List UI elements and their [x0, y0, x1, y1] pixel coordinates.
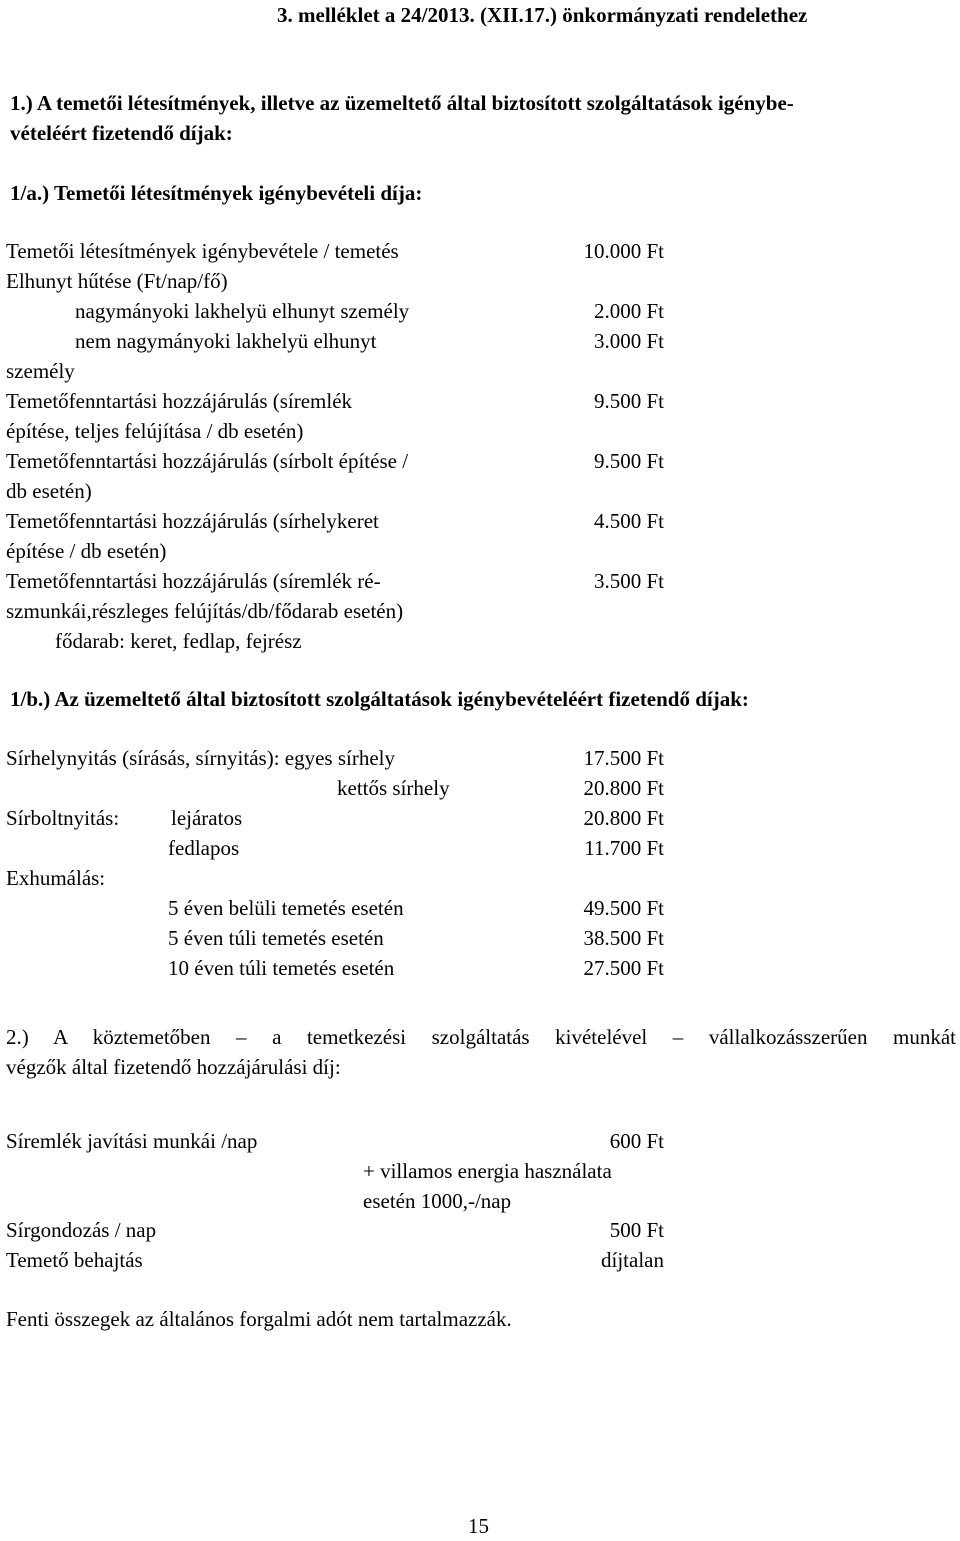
- annex-header: 3. melléklet a 24/2013. (XII.17.) önkormányzati rendelethez: [277, 3, 808, 27]
- fee-line: Elhunyt hűtése (Ft/nap/fő): [6, 269, 228, 293]
- fee-line: építése / db esetén): [6, 539, 167, 563]
- fee-amount: 9.500 Ft: [593, 449, 664, 473]
- fee-amount: 3.500 Ft: [593, 569, 664, 593]
- fee-amount: 3.000 Ft: [593, 329, 664, 353]
- sirhelynyitas-label: Sírhelynyitás (sírásás, sírnyitás): egyes sírhely: [6, 746, 396, 770]
- fee-line: nem nagymányoki lakhelyü elhunyt: [75, 329, 377, 353]
- kettos-sirhely-label: kettős sírhely: [337, 776, 450, 800]
- fee-amount: 11.700 Ft: [584, 836, 664, 860]
- section2-title-line1: 2.) A köztemetőben – a temetkezési szolgáltatás kivételével – vállalkozásszerűen munkát: [6, 1025, 956, 1049]
- fee-line: szmunkái,részleges felújítás/db/fődarab esetén): [6, 599, 404, 623]
- exhumalas-item: 10 éven túli temetés esetén: [168, 956, 395, 980]
- exhumalas-item: 5 éven túli temetés esetén: [168, 926, 384, 950]
- sirboltnyitas-label: Sírboltnyitás:: [6, 806, 120, 830]
- fee-amount: 20.800 Ft: [583, 806, 664, 830]
- lejaratos-label: lejáratos: [171, 806, 243, 830]
- vat-note: Fenti összegek az általános forgalmi adót nem tartalmazzák.: [6, 1307, 512, 1331]
- section2-title-line2: végzők által fizetendő hozzájárulási díj:: [6, 1055, 341, 1079]
- temeto-behajtas-label: Temető behajtás: [6, 1248, 143, 1272]
- section1-title-line1: 1.) A temetői létesítmények, illetve az üzemeltető által biztosított szolgáltatások igénybe-: [10, 91, 794, 115]
- siremlek-javitas-label: Síremlék javítási munkái /nap: [6, 1129, 258, 1153]
- fee-line: személy: [6, 359, 75, 383]
- fee-amount: 4.500 Ft: [593, 509, 664, 533]
- fedlapos-label: fedlapos: [168, 836, 240, 860]
- fee-line: Temetőfenntartási hozzájárulás (sírbolt építése /: [6, 449, 409, 473]
- page-number: 15: [468, 1514, 489, 1538]
- exhumalas-label: Exhumálás:: [6, 866, 106, 890]
- villamos-energia-note: esetén 1000,-/nap: [363, 1189, 512, 1213]
- siremlek-javitas-amount: 600 Ft: [609, 1129, 664, 1153]
- fee-amount: 17.500 Ft: [583, 746, 664, 770]
- villamos-energia-note: + villamos energia használata: [363, 1159, 612, 1183]
- fee-amount: 10.000 Ft: [583, 239, 664, 263]
- section1b-title: 1/b.) Az üzemeltető által biztosított szolgáltatások igénybevételéért fizetendő díjak:: [10, 687, 749, 711]
- fee-amount: 27.500 Ft: [583, 956, 664, 980]
- fee-line: Temetőfenntartási hozzájárulás (sírhelykeret: [6, 509, 379, 533]
- section1-title-line2: vételéért fizetendő díjak:: [10, 121, 233, 145]
- fee-line: Temetői létesítmények igénybevétele / temetés: [6, 239, 399, 263]
- section1a-title: 1/a.) Temetői létesítmények igénybevételi díja:: [10, 181, 423, 205]
- fee-amount: 2.000 Ft: [593, 299, 664, 323]
- sirgondozas-amount: 500 Ft: [609, 1218, 664, 1242]
- temeto-behajtas-amount: díjtalan: [601, 1248, 664, 1272]
- fee-line: db esetén): [6, 479, 92, 503]
- fee-line: Temetőfenntartási hozzájárulás (síremlék: [6, 389, 353, 413]
- fee-line: Temetőfenntartási hozzájárulás (síremlék ré-: [6, 569, 381, 593]
- fee-amount: 9.500 Ft: [593, 389, 664, 413]
- fee-line: nagymányoki lakhelyü elhunyt személy: [75, 299, 410, 323]
- sirgondozas-label: Sírgondozás / nap: [6, 1218, 157, 1242]
- exhumalas-item: 5 éven belüli temetés esetén: [168, 896, 404, 920]
- fee-line: fődarab: keret, fedlap, fejrész: [55, 629, 302, 653]
- fee-amount: 38.500 Ft: [583, 926, 664, 950]
- fee-amount: 49.500 Ft: [583, 896, 664, 920]
- fee-amount: 20.800 Ft: [583, 776, 664, 800]
- fee-line: építése, teljes felújítása / db esetén): [6, 419, 304, 443]
